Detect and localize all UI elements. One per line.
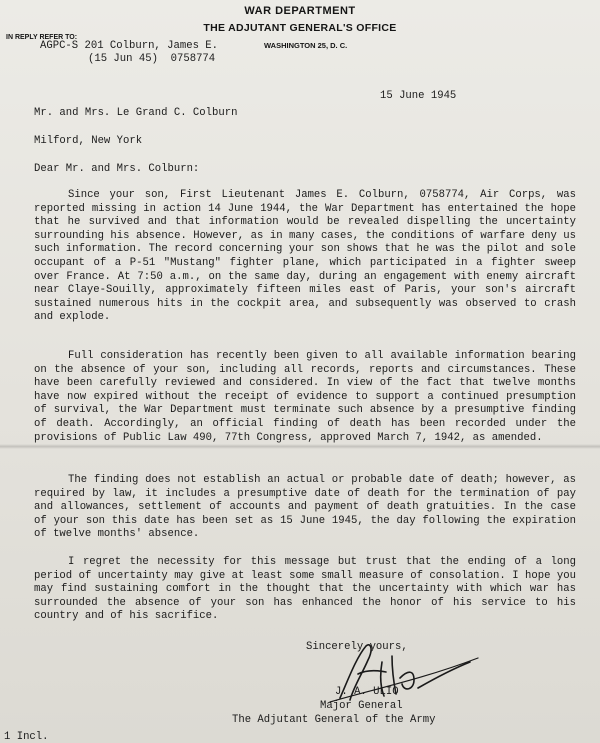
letterhead-office: THE ADJUTANT GENERAL'S OFFICE bbox=[203, 22, 397, 34]
body-paragraph-3: The finding does not establish an actual or probable date of death; however, as required by law, it includes a presumptive date of death for the termination of pay and allowances, settlement of accounts and payment of death gratuities. In the case of your son this date has been set as 15 June 1945, the day following the expiration of twelve months' absence. bbox=[34, 474, 576, 541]
signer-rank: Major General bbox=[320, 700, 403, 712]
recipient-name: Mr. and Mrs. Le Grand C. Colburn bbox=[34, 107, 238, 119]
signer-name: J. A. ULIO bbox=[335, 686, 399, 698]
closing: Sincerely yours, bbox=[306, 641, 408, 653]
reference-line-1: AGPC-S 201 Colburn, James E. bbox=[40, 40, 219, 52]
letterhead-department: WAR DEPARTMENT bbox=[244, 5, 356, 17]
letterhead-city: WASHINGTON 25, D. C. bbox=[264, 41, 348, 50]
recipient-address: Milford, New York bbox=[34, 135, 143, 147]
body-paragraph-1: Since your son, First Lieutenant James E. Colburn, 0758774, Air Corps, was reported missing in action 14 June 1944, the War Department has entertained the hope that he survived and that information would be revealed dispelling the uncertainty surrounding his absence. However, as in many cases, the conditions of warfare deny us such information. The record concerning your son shows that he was the pilot and sole occupant of a P-51 "Mustang" fighter plane, which participated in a fighter sweep over France. At 7:50 a.m., on the same day, during an engagement with enemy aircraft near Claye-Souilly, approximately fifteen miles east of Paris, your son's aircraft sustained numerous hits in the cockpit area, and subsequently was observed to crash and explode. bbox=[34, 189, 576, 324]
letter-date: 15 June 1945 bbox=[380, 90, 457, 102]
reference-line-2: (15 Jun 45) 0758774 bbox=[88, 53, 216, 65]
body-paragraph-4: I regret the necessity for this message but trust that the ending of a long period of uncertainty may give at least some small measure of consolation. I hope you may find sustaining comfort in the thought that the uncertainty with which war has surrounded the absence of your son has enhanced the honor of his service to his country and of his sacrifice. bbox=[34, 556, 576, 623]
signer-title: The Adjutant General of the Army bbox=[232, 714, 436, 726]
enclosure-note: 1 Incl. bbox=[4, 731, 49, 743]
refer-label: IN REPLY REFER TO: bbox=[6, 34, 78, 41]
body-paragraph-2: Full consideration has recently been given to all available information bearing on the absence of your son, including all records, reports and circumstances. These have been carefully reviewed and considered. In view of the fact that twelve months have now expired without the receipt of evidence to support a continued presumption of survival, the War Department must terminate such absence by a presumptive finding of death. Accordingly, an official finding of death has been recorded under the provisions of Public Law 490, 77th Congress, approved March 7, 1942, as amended. bbox=[34, 350, 576, 444]
salutation: Dear Mr. and Mrs. Colburn: bbox=[34, 163, 200, 175]
